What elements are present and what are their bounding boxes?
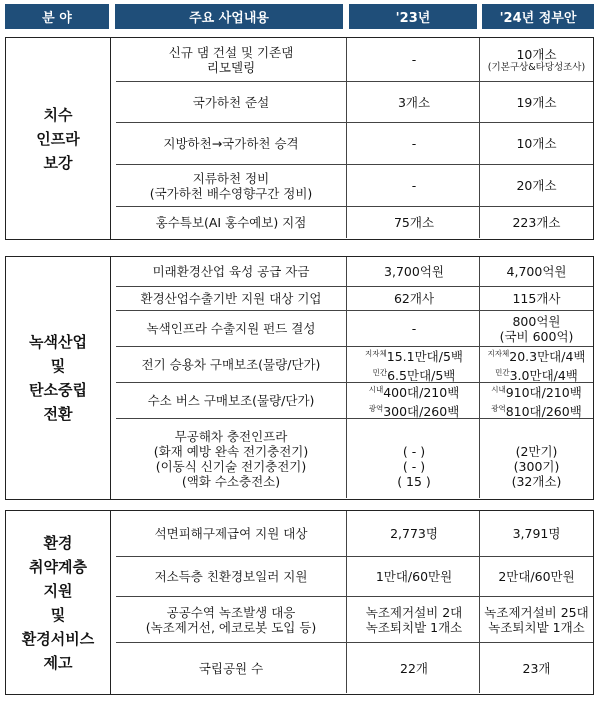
section-vulnerable-support — [5, 510, 594, 695]
row-2023: $^{지자체}$15.1만대/5백 $^{민간}$6.5만대/5백 — [349, 347, 480, 382]
section-green-industry — [5, 256, 594, 500]
table-row — [116, 311, 593, 347]
row-2024: 10개소 — [516, 136, 557, 151]
row-content: 무공해차 충전인프라 (화재 예방 완속 전기충전기) (이동식 신기술 전기충전기) (액화 수소충전소) — [116, 419, 347, 498]
row-2024: 20개소 — [516, 178, 557, 193]
table-row — [116, 38, 593, 82]
row-content: 환경산업수출기반 지원 대상 기업 — [116, 287, 347, 310]
row-2023: 3,700억원 — [349, 257, 480, 286]
header-content: 주요 사업내용 — [115, 4, 343, 29]
table-row — [116, 419, 593, 498]
row-2023: 22개 — [349, 643, 480, 693]
row-content: 저소득층 친환경보일러 지원 — [116, 557, 347, 596]
header-2024: '24년 정부안 — [482, 4, 594, 29]
category-label: 녹색산업 및 탄소중립 전환 — [6, 257, 111, 499]
row-content: 전기 승용차 구매보조(물량/단가) — [116, 347, 347, 382]
row-2024: 4,700억원 — [506, 264, 567, 279]
row-2024: 23개 — [522, 660, 551, 676]
row-2023: ( - ) ( - ) ( 15 ) — [349, 419, 480, 498]
row-2023: 녹조제거설비 2대 녹조퇴치밭 1개소 — [349, 597, 480, 642]
table-row — [116, 557, 593, 597]
row-2023: 75개소 — [349, 207, 480, 238]
row-content: 홍수특보(AI 홍수예보) 지점 — [116, 207, 347, 238]
category-label: 치수 인프라 보강 — [6, 38, 111, 239]
table-row — [116, 165, 593, 207]
table-row — [116, 207, 593, 238]
row-content: 미래환경산업 육성 공급 자금 — [116, 257, 347, 286]
row-content: 신규 댐 건설 및 기존댐 리모델링 — [116, 38, 347, 81]
row-2024: 3,791명 — [512, 526, 561, 541]
table-row — [116, 383, 593, 419]
row-content: 국가하천 준설 — [116, 82, 347, 122]
table-row — [116, 347, 593, 383]
table-row — [116, 643, 593, 693]
header-category: 분 야 — [5, 4, 109, 29]
table-row — [116, 597, 593, 643]
row-2024: 800억원 (국비 600억) — [499, 313, 574, 344]
category-label: 환경 취약계층 지원 및 환경서비스 제고 — [6, 511, 111, 694]
row-2024: 녹조제거설비 25대 녹조퇴치밭 1개소 — [484, 604, 589, 635]
table-row — [116, 257, 593, 287]
row-2023: - — [349, 165, 480, 206]
table-row — [116, 511, 593, 557]
row-content: 수소 버스 구매보조(물량/단가) — [116, 383, 347, 418]
row-content: 국립공원 수 — [116, 643, 347, 693]
row-2024: (2만기) (300기) (32개소) — [511, 443, 562, 489]
row-content: 석면피해구제급여 지원 대상 — [116, 511, 347, 556]
table-row — [116, 82, 593, 123]
row-2023: - — [349, 311, 480, 346]
row-2023: 62개사 — [349, 287, 480, 310]
row-content: 녹색인프라 수출지원 펀드 결성 — [116, 311, 347, 346]
row-2024: 19개소 — [516, 94, 557, 110]
row-2024: $^{시내}$910대/210백 $^{광역}$810대/260백 — [491, 385, 582, 419]
row-2023: 1만대/60만원 — [349, 557, 480, 596]
row-2024: 10개소 (기본구상&타당성조사) — [487, 46, 586, 73]
row-2024: 2만대/60만원 — [498, 569, 575, 584]
section-flood-infra — [5, 37, 594, 240]
row-2023: 3개소 — [349, 82, 480, 122]
header-2023: '23년 — [349, 4, 477, 29]
table-row — [116, 287, 593, 311]
row-2024: 115개사 — [512, 291, 561, 306]
row-content: 공공수역 녹조발생 대응 (녹조제거선, 에코로봇 도입 등) — [116, 597, 347, 642]
row-2023: 2,773명 — [349, 511, 480, 556]
row-2023: - — [349, 123, 480, 164]
row-2024: 223개소 — [512, 215, 561, 230]
table-row — [116, 123, 593, 165]
row-content: 지방하천→국가하천 승격 — [116, 123, 347, 164]
row-2023: $^{시내}$400대/210백 $^{광역}$300대/260백 — [349, 383, 480, 418]
row-2023: - — [349, 38, 480, 81]
row-content: 지류하천 정비 (국가하천 배수영향구간 정비) — [116, 165, 347, 206]
row-2024: $^{지자체}$20.3만대/4백 $^{민간}$3.0만대/4백 — [487, 349, 586, 383]
